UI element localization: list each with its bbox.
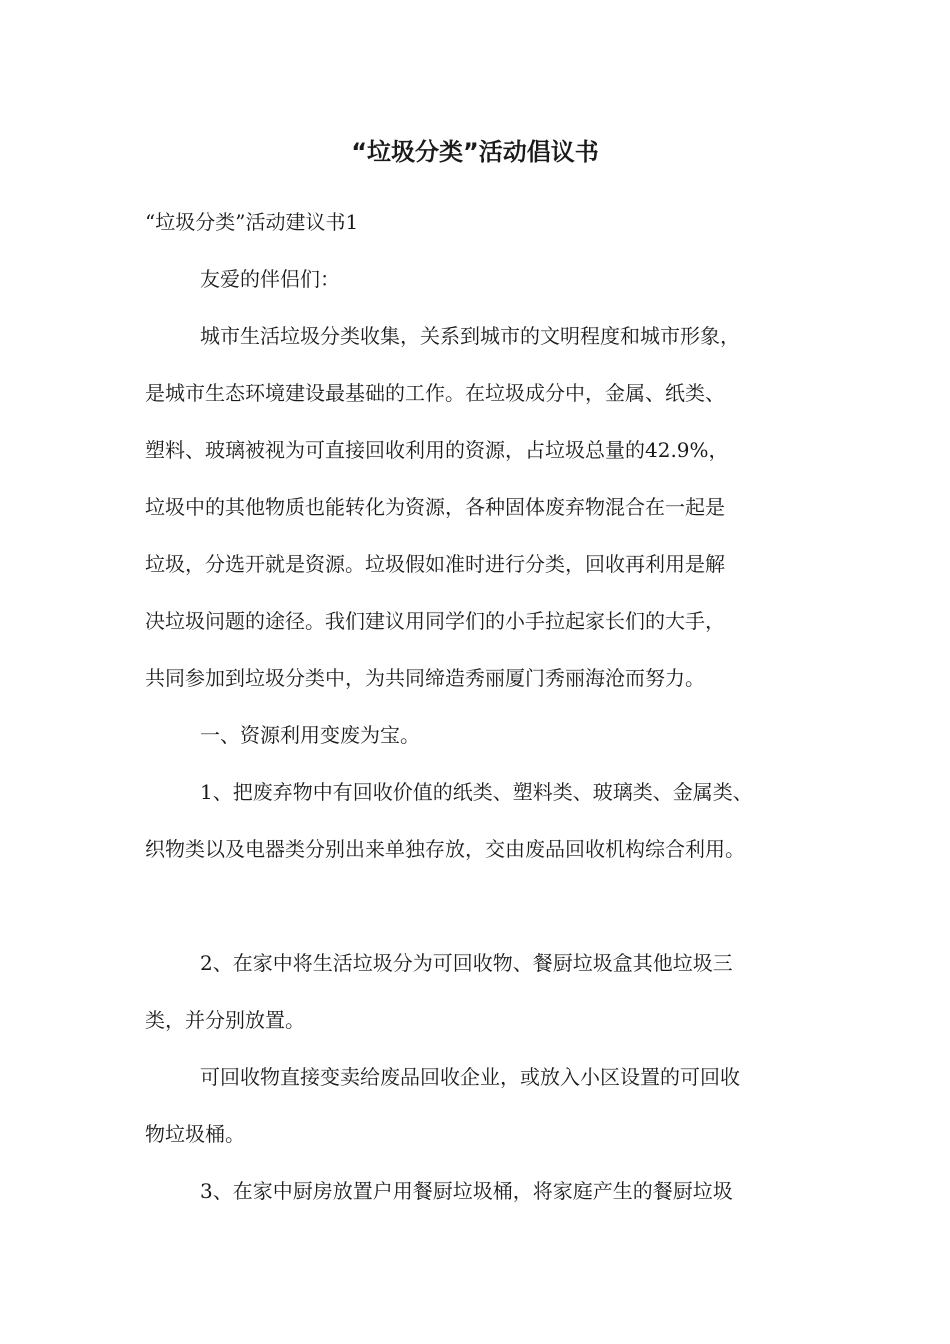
paragraph-line: 决垃圾问题的途径。我们建议用同学们的小手拉起家长们的大手， <box>145 609 725 633</box>
paragraph-line: 共同参加到垃圾分类中，为共同缔造秀丽厦门秀丽海沧而努力。 <box>145 666 705 690</box>
paragraph-line: 塑料、玻璃被视为可直接回收利用的资源，占垃圾总量的42.9%， <box>145 438 729 462</box>
paragraph-line: 类，并分别放置。 <box>145 1008 305 1032</box>
greeting-line: 友爱的伴侣们： <box>200 267 340 291</box>
section-heading: 一、资源利用变废为宝。 <box>200 723 420 747</box>
paragraph-line: 可回收物直接变卖给废品回收企业，或放入小区设置的可回收 <box>200 1065 740 1089</box>
document-title: “垃圾分类”活动倡议书 <box>351 138 599 166</box>
subtitle-line: “垃圾分类”活动建议书1 <box>145 210 359 234</box>
paragraph-line: 垃圾中的其他物质也能转化为资源，各种固体废弃物混合在一起是 <box>145 495 725 519</box>
paragraph-line: 织物类以及电器类分别出来单独存放，交由废品回收机构综合利用。 <box>145 837 745 861</box>
paragraph-line: 是城市生态环境建设最基础的工作。在垃圾成分中，金属、纸类、 <box>145 381 725 405</box>
paragraph-line: 3、在家中厨房放置户用餐厨垃圾桶，将家庭产生的餐厨垃圾 <box>200 1179 733 1203</box>
paragraph-line: 物垃圾桶。 <box>145 1122 245 1146</box>
paragraph-line: 城市生活垃圾分类收集，关系到城市的文明程度和城市形象， <box>200 324 740 348</box>
paragraph-line: 2、在家中将生活垃圾分为可回收物、餐厨垃圾盒其他垃圾三 <box>200 951 733 975</box>
paragraph-line: 垃圾，分选开就是资源。垃圾假如准时进行分类，回收再利用是解 <box>145 552 725 576</box>
paragraph-line: 1、把废弃物中有回收价值的纸类、塑料类、玻璃类、金属类、 <box>200 780 753 804</box>
